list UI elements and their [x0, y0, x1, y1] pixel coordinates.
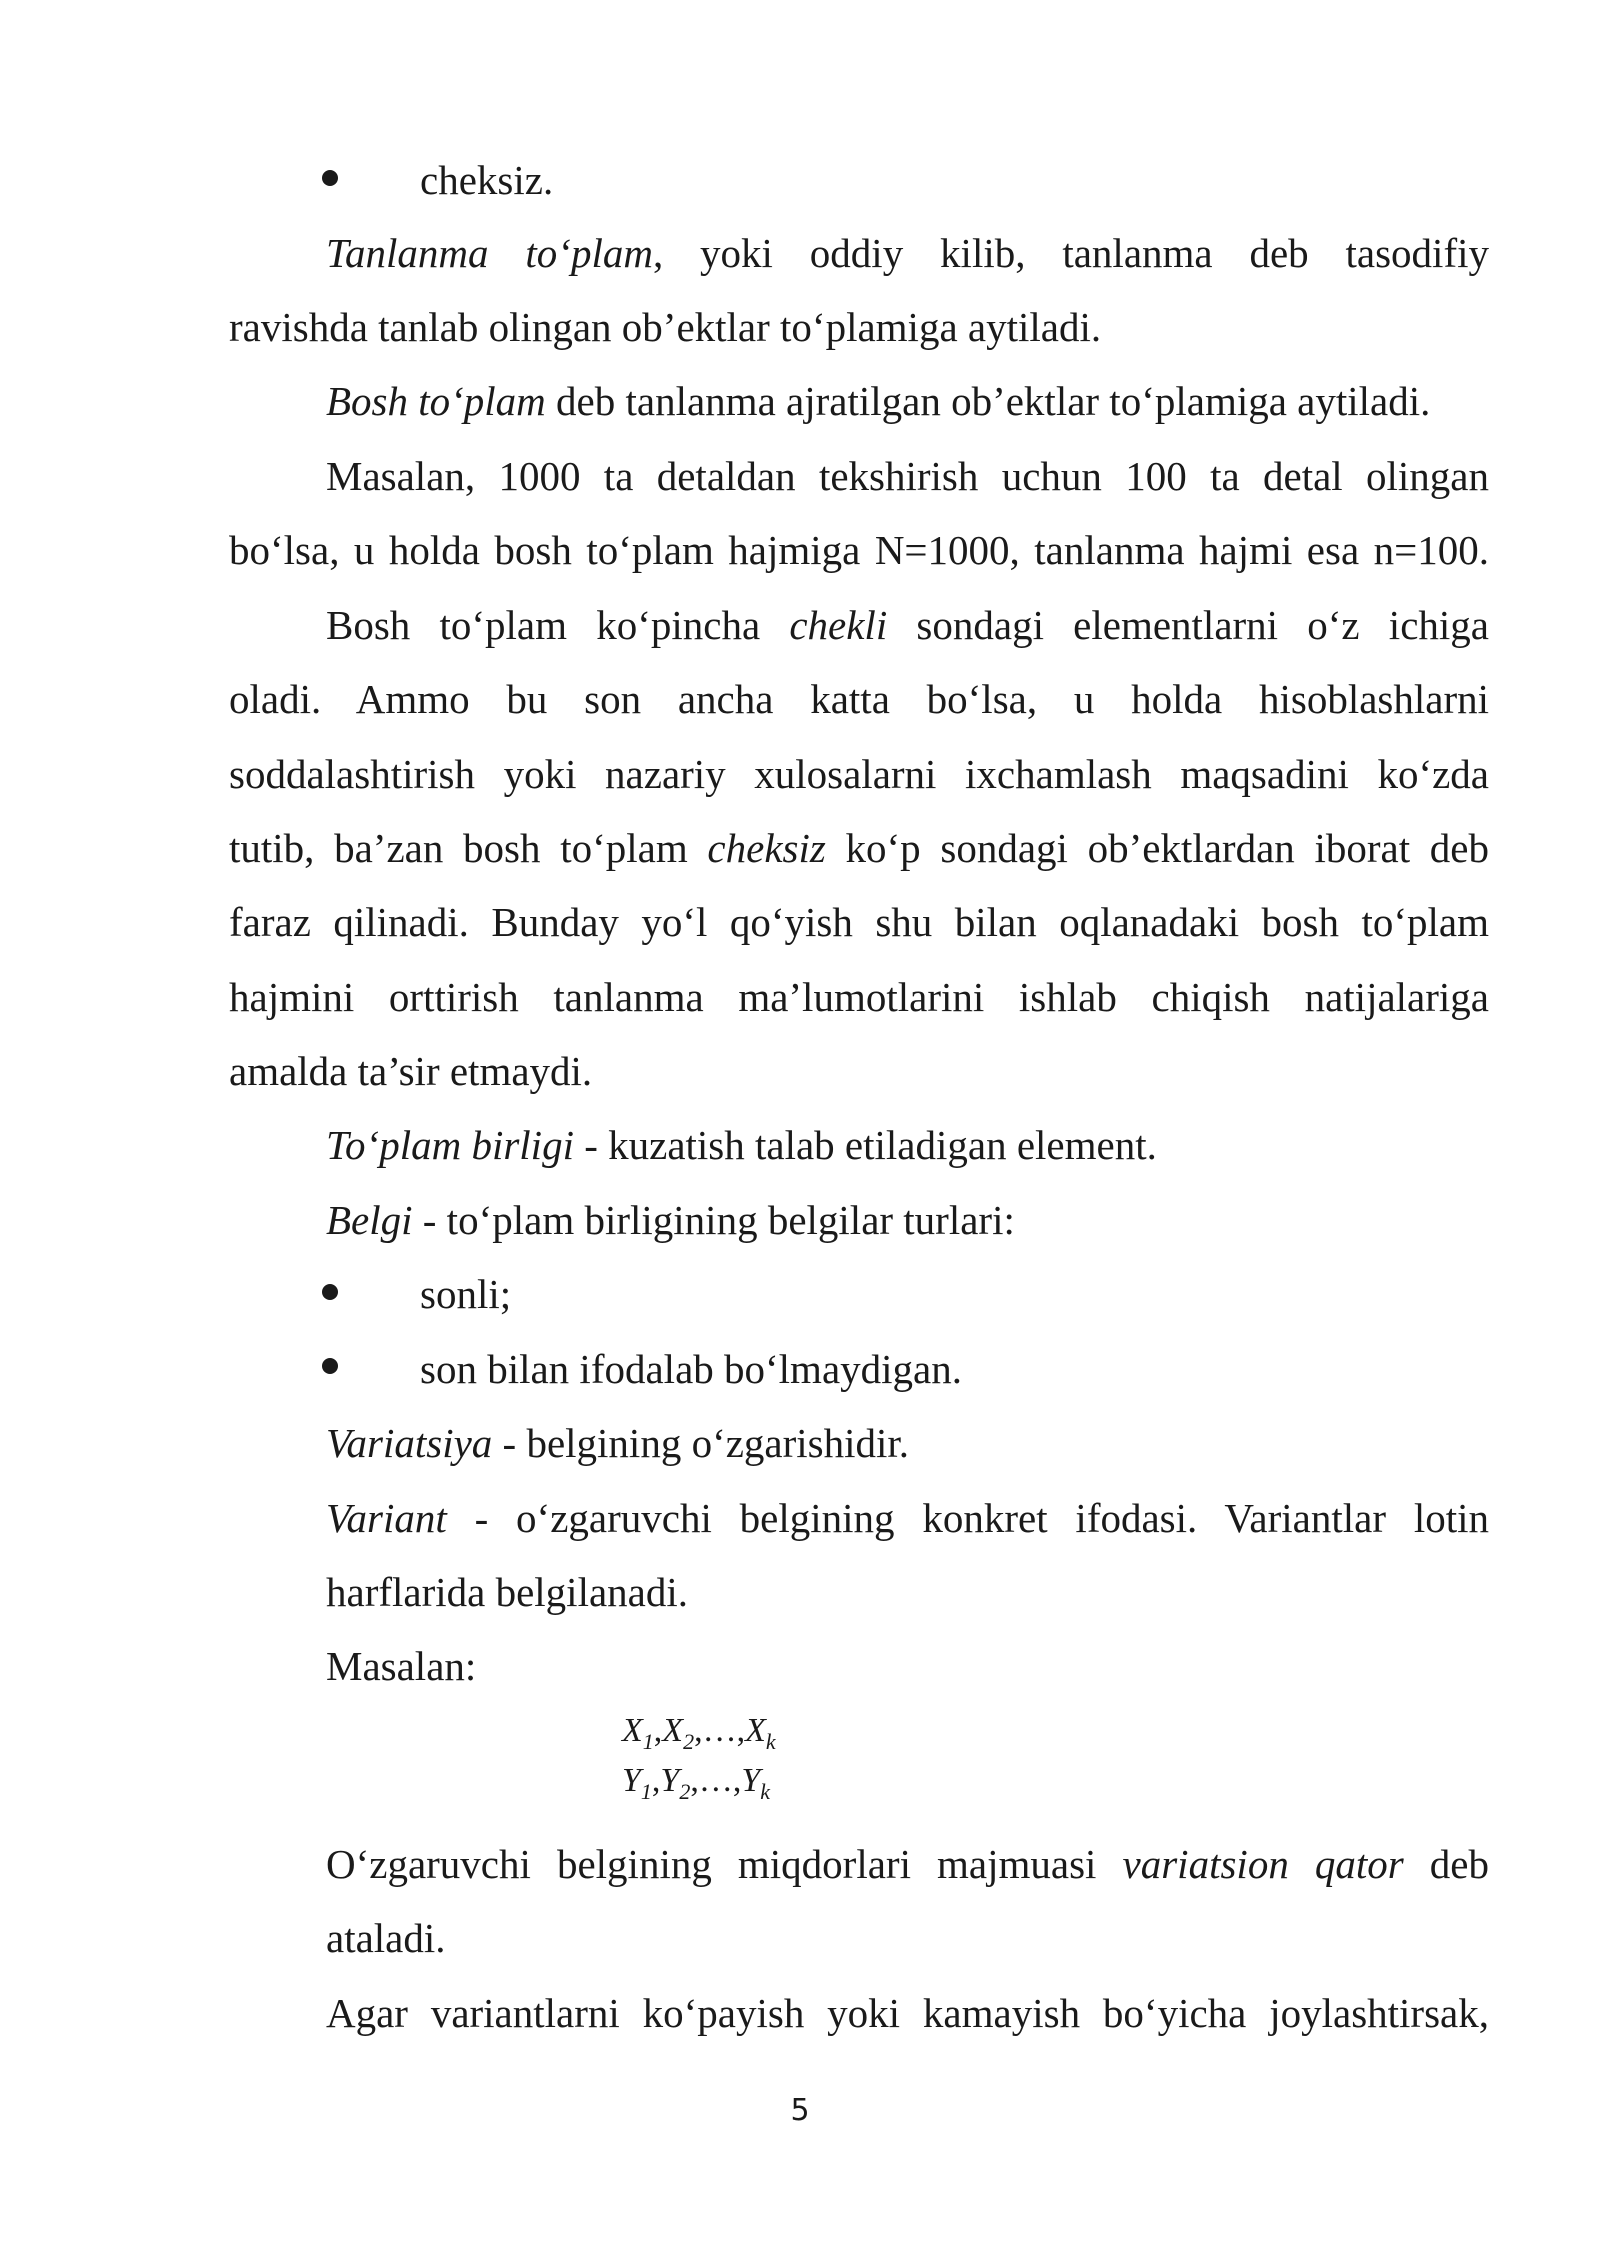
paragraph-line: bo‘lsa, u holda bosh to‘plam hajmiga N=1000, tanlanma hajmi esa n=100.	[229, 527, 1489, 573]
paragraph-line: Bosh to‘plam deb tanlanma ajratilgan ob’ektlar to‘plamiga aytiladi.	[326, 378, 1431, 424]
page-number: 5	[790, 2093, 810, 2128]
paragraph-line: faraz qilinadi. Bunday yo‘l qo‘yish shu bilan oqlanadaki bosh to‘plam	[229, 899, 1489, 945]
term-italic: Variant	[326, 1495, 447, 1541]
paragraph-line: Variant - o‘zgaruvchi belgining konkret ifodasi. Variantlar lotin	[326, 1495, 1489, 1541]
term-italic: Belgi	[326, 1197, 413, 1243]
term-italic: Bosh to‘plam	[326, 378, 546, 424]
term-italic: Tanlanma to‘plam	[326, 230, 653, 276]
paragraph-line: tutib, ba’zan bosh to‘plam cheksiz ko‘p sondagi ob’ektlardan iborat deb	[229, 825, 1489, 871]
paragraph-line: Masalan, 1000 ta detaldan tekshirish uchun 100 ta detal olingan	[326, 453, 1489, 499]
bullet-item: cheksiz.	[420, 157, 554, 203]
bullet-item: sonli;	[420, 1271, 512, 1317]
paragraph-line: hajmini orttirish tanlanma ma’lumotlarini ishlab chiqish natijalariga	[229, 974, 1489, 1020]
term-italic: cheksiz	[707, 825, 826, 871]
paragraph-line: To‘plam birligi - kuzatish talab etiladigan element.	[326, 1122, 1157, 1168]
paragraph-line: ravishda tanlab olingan ob’ektlar to‘plamiga aytiladi.	[229, 304, 1102, 350]
term-italic: Variatsiya	[326, 1420, 493, 1466]
paragraph-line: Agar variantlarni ko‘payish yoki kamayish bo‘yicha joylashtirsak,	[326, 1990, 1489, 2036]
formula-x-sequence: $X_1,X_2,\dots,X_k$	[622, 1712, 776, 1754]
paragraph-line: Variatsiya - belgining o‘zgarishidir.	[326, 1420, 910, 1466]
bullet-dot-icon	[322, 1284, 338, 1300]
term-italic: variatsion qator	[1122, 1841, 1404, 1887]
paragraph-line: Bosh to‘plam ko‘pincha chekli sondagi elementlarni o‘z ichiga	[326, 602, 1489, 648]
bullet-dot-icon	[322, 1358, 338, 1374]
term-italic: To‘plam birligi	[326, 1122, 574, 1168]
paragraph-line: Belgi - to‘plam birligining belgilar turlari:	[326, 1197, 1015, 1243]
paragraph-line: oladi. Ammo bu son ancha katta bo‘lsa, u holda hisoblashlarni	[229, 676, 1489, 722]
formula-y-sequence: $Y_1,Y_2,\dots,Y_k$	[622, 1762, 771, 1804]
term-italic: chekli	[789, 602, 888, 648]
paragraph-line: ataladi.	[326, 1915, 446, 1961]
bullet-item: son bilan ifodalab bo‘lmaydigan.	[420, 1346, 962, 1392]
bullet-dot-icon	[322, 170, 338, 186]
paragraph-line: O‘zgaruvchi belgining miqdorlari majmuasi variatsion qator deb	[326, 1841, 1489, 1887]
paragraph-line: Masalan:	[326, 1643, 477, 1689]
paragraph-line: amalda ta’sir etmaydi.	[229, 1048, 593, 1094]
paragraph-line: soddalashtirish yoki nazariy xulosalarni ixchamlash maqsadini ko‘zda	[229, 751, 1489, 797]
paragraph-line: harflarida belgilanadi.	[326, 1569, 688, 1615]
paragraph-line: Tanlanma to‘plam, yoki oddiy kilib, tanlanma deb tasodifiy	[326, 230, 1489, 276]
